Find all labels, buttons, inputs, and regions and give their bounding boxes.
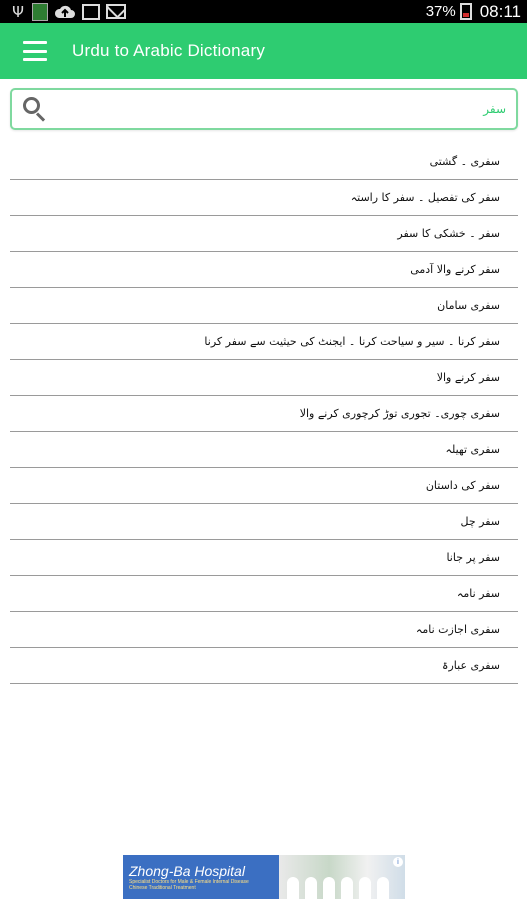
result-text: سفر کرنے والا [436,371,500,384]
sd-card-icon [32,3,48,21]
result-item[interactable] [10,612,518,648]
ad-title: Zhong-Ba Hospital [129,863,245,879]
search-bar [10,88,518,130]
result-text: سفر ۔ خشکی کا سفر [397,227,500,240]
result-text: سفری اجازت نامہ [415,623,500,636]
result-text: سفر کرنا ۔ سیر و سیاحت کرنا ۔ ایجنٹ کی حیثیت سے سفر کرنا [204,335,500,348]
result-text: سفری چوری۔ تجوری توڑ کرچوری کرنے والا [299,407,500,420]
result-text: سفر چل [460,515,500,528]
status-bar [0,0,527,23]
ad-note: Chinese Traditional Treatment [129,885,196,891]
ad-subtitle: Specialist Doctors for Male & Female Internal Disease [129,879,249,885]
result-item[interactable] [10,144,518,180]
result-text: سفر کی تفصیل ۔ سفر کا راستہ [350,191,500,204]
notification-icons [0,0,126,23]
cloud-upload-icon [54,3,76,21]
ad-image [279,855,405,899]
result-text: سفری ۔ گشتی [429,155,500,168]
battery-percent: 37% [425,3,456,20]
result-text: سفر کرنے والا آدمی [410,263,500,276]
search-input[interactable] [49,91,516,127]
app-bar [0,23,527,79]
app-title: Urdu to Arabic Dictionary [72,41,266,60]
battery-icon [460,3,472,20]
result-text: سفری سامان [437,299,500,312]
result-item[interactable] [10,576,518,612]
image-icon [82,4,100,20]
result-text: سفر نامہ [456,587,500,600]
mail-icon [106,4,126,19]
result-item[interactable] [10,360,518,396]
hamburger-menu-icon[interactable] [23,41,47,61]
ad-banner[interactable] [123,855,405,899]
result-text: سفری عبارۃ [442,659,500,672]
result-list [10,144,518,684]
result-item[interactable] [10,324,518,360]
ad-choices-icon[interactable]: i [393,857,403,867]
result-item[interactable] [10,216,518,252]
clock: 08:11 [479,1,521,21]
result-text: سفری تھیلہ [445,443,500,456]
result-item[interactable] [10,288,518,324]
result-item[interactable] [10,504,518,540]
result-text: سفر پر جانا [446,551,500,564]
result-item[interactable] [10,396,518,432]
result-item[interactable] [10,432,518,468]
result-item[interactable] [10,468,518,504]
search-icon[interactable] [21,95,49,123]
result-item[interactable] [10,180,518,216]
result-item[interactable] [10,252,518,288]
result-item[interactable] [10,648,518,684]
usb-icon: Ψ [12,2,24,21]
result-text: سفر کی داستان [425,479,500,492]
result-item[interactable] [10,540,518,576]
